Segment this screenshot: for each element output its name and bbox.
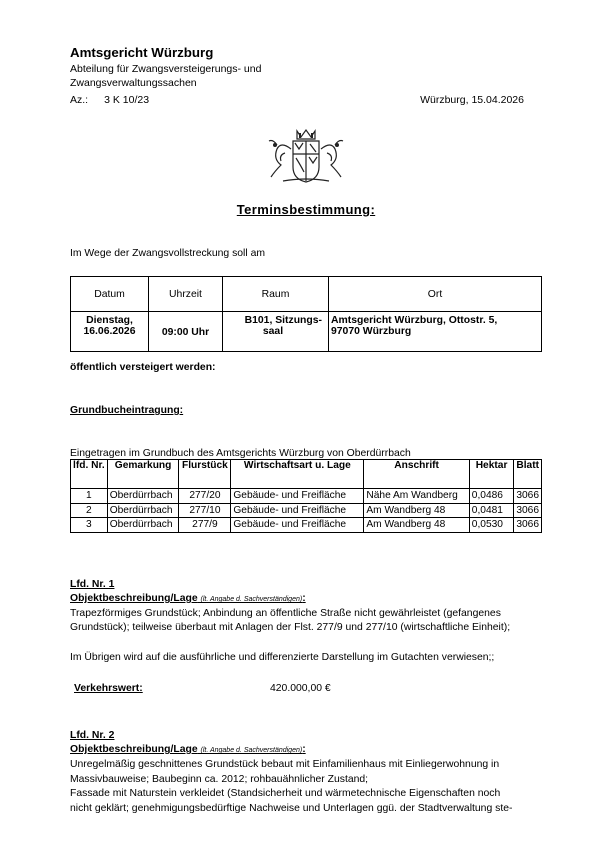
lfd1-object-colon: : — [302, 593, 306, 604]
department — [70, 63, 261, 90]
document-title: Terminsbestimmung: — [236, 202, 376, 217]
gb-header-wirtschaftsart: Wirtschaftsart u. Lage — [231, 460, 364, 489]
lfd1-description: Trapezförmiges Grundstück; Anbindung an öffentliche Straße nicht gewährleistet (gefangenes Grundstück); teilweise überbaut mit Anlagen der Flst. 277/9 und 277/10 (wirtschaftliche Einheit); — [70, 608, 511, 634]
gb-header-nr: lfd. Nr. — [71, 460, 108, 489]
gb-cell: Nähe Am Wandberg — [364, 489, 469, 504]
gb-header-blatt: Blatt — [514, 460, 542, 489]
gb-cell: 0,0486 — [469, 489, 514, 504]
termin-date — [71, 312, 149, 352]
file-number — [70, 94, 149, 106]
grundbuch-heading: Grundbucheintragung: — [70, 405, 184, 416]
bavarian-coat-of-arms-icon — [263, 127, 349, 185]
file-number-value: 3 K 10/23 — [104, 94, 150, 106]
department-line-2: Zwangsverwaltungssachen — [70, 76, 197, 89]
grundbuch-line: Eingetragen im Grundbuch des Amtsgerichts Würzburg von Oberdürrbach — [70, 448, 411, 459]
lfd2-object-colon: : — [302, 744, 306, 755]
table-row — [71, 489, 542, 504]
lfd2-heading: Lfd. Nr. 2 — [70, 730, 115, 741]
gb-cell: Oberdürrbach — [107, 489, 179, 504]
lfd2-line-4: nicht geklärt; genehmigungsbedürftige Nachweise und Unterlagen ggü. der Stadtverwaltung ste- — [70, 802, 513, 814]
termin-room — [223, 312, 329, 352]
termin-table — [70, 276, 542, 352]
gb-cell: 3066 — [514, 518, 542, 533]
gb-cell: 277/10 — [179, 503, 231, 518]
gb-cell: Gebäude- und Freifläche — [231, 489, 364, 504]
file-number-label: Az.: — [70, 94, 89, 106]
termin-time: 09:00 Uhr — [149, 312, 223, 352]
termin-value-row — [71, 312, 542, 352]
gb-cell: 3066 — [514, 489, 542, 504]
gb-cell: 1 — [71, 489, 108, 504]
gb-cell: 277/9 — [179, 518, 231, 533]
gb-cell: Gebäude- und Freifläche — [231, 518, 364, 533]
lfd2-line-3: Fassade mit Naturstein verkleidet (Standsicherheit und wärmetechnische Eigenschaften noch — [70, 788, 501, 799]
lfd1-remark: Im Übrigen wird auf die ausführliche und differenzierte Darstellung im Gutachten verwiesen;; — [70, 652, 495, 663]
lfd2-line-2: Massivbauweise; Baubeginn ca. 2012; rohbauähnlicher Zustand; — [70, 773, 369, 785]
lfd1-object-note: (lt. Angabe d. Sachverständigen) — [200, 596, 303, 603]
termin-date-line-2: 16.06.2026 — [83, 326, 136, 337]
lfd2-line-1: Unregelmäßig geschnittenes Grundstück bebaut mit Einfamilienhaus mit Einliegerwohnung in — [70, 759, 500, 770]
termin-header-place: Ort — [329, 277, 542, 312]
gb-cell: Oberdürrbach — [107, 518, 179, 533]
termin-header-date: Datum — [71, 277, 149, 312]
department-line-1: Abteilung für Zwangsversteigerungs- und — [70, 63, 262, 75]
lfd2-description — [70, 758, 540, 816]
gb-cell: Gebäude- und Freifläche — [231, 503, 364, 518]
gb-cell: 2 — [71, 503, 108, 518]
lfd2-object-label: Objektbeschreibung/Lage — [70, 744, 198, 755]
termin-room-line-2: saal — [262, 326, 284, 337]
gb-header-gemarkung: Gemarkung — [107, 460, 179, 489]
grundbuch-table — [70, 459, 542, 533]
termin-header-time: Uhrzeit — [149, 277, 223, 312]
termin-header-row — [71, 277, 542, 312]
lfd1-object-heading — [70, 593, 306, 604]
gb-cell: Am Wandberg 48 — [364, 503, 469, 518]
termin-date-line-1: Dienstag, — [86, 315, 133, 326]
gb-cell: 0,0530 — [469, 518, 514, 533]
termin-header-room: Raum — [223, 277, 329, 312]
table-row — [71, 518, 542, 533]
gb-cell: 0,0481 — [469, 503, 514, 518]
gb-header-flurstueck: Flurstück — [179, 460, 231, 489]
gb-cell: Am Wandberg 48 — [364, 518, 469, 533]
lfd2-object-note: (lt. Angabe d. Sachverständigen) — [200, 747, 303, 754]
lfd1-value-label: Verkehrswert: — [74, 683, 143, 694]
gb-header-anschrift: Anschrift — [364, 460, 469, 489]
lfd2-object-heading — [70, 744, 306, 755]
gb-header-hektar: Hektar — [469, 460, 514, 489]
termin-place — [329, 312, 542, 352]
gb-cell: 3 — [71, 518, 108, 533]
lfd1-value: 420.000,00 € — [270, 683, 331, 694]
gb-cell: 3066 — [514, 503, 542, 518]
place-date: Würzburg, 15.04.2026 — [420, 94, 524, 106]
gb-cell: 277/20 — [179, 489, 231, 504]
termin-place-line-1: Amtsgericht Würzburg, Ottostr. 5, — [331, 315, 498, 326]
intro-text: Im Wege der Zwangsvollstreckung soll am — [70, 248, 265, 259]
gb-cell: Oberdürrbach — [107, 503, 179, 518]
lfd1-heading: Lfd. Nr. 1 — [70, 579, 115, 590]
court-name: Amtsgericht Würzburg — [70, 45, 214, 60]
table-row — [71, 503, 542, 518]
auction-statement: öffentlich versteigert werden: — [70, 362, 216, 373]
termin-place-line-2: 97070 Würzburg — [331, 326, 412, 337]
termin-room-line-1: B101, Sitzungs- — [244, 315, 322, 326]
lfd1-object-label: Objektbeschreibung/Lage — [70, 593, 198, 604]
grundbuch-header-row — [71, 460, 542, 489]
